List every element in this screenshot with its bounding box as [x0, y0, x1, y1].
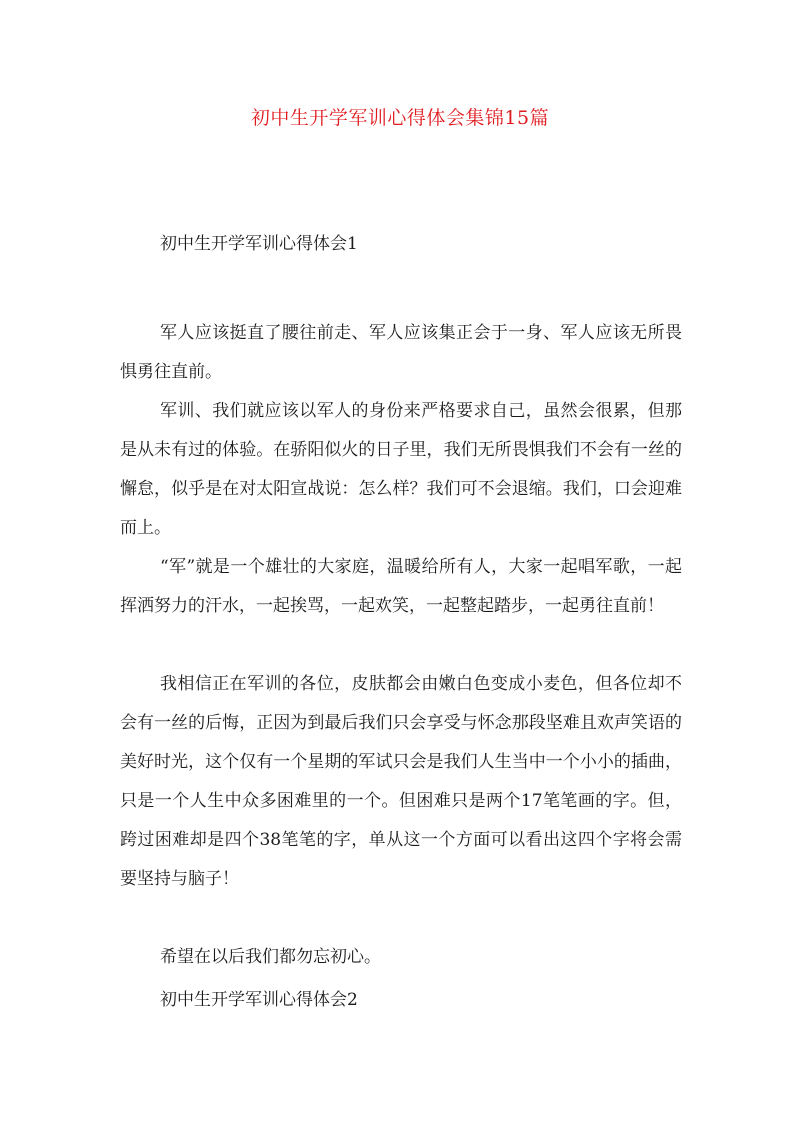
paragraph: 军训、我们就应该以军人的身份来严格要求自己，虽然会很累，但那是从未有过的体验。在骄阳似火的日子里，我们无所畏惧我们不会有一丝的懈怠，似乎是在对太阳宣战说：怎么样？我们可不会退缩。我们，口会迎难而上。	[120, 401, 682, 538]
section-heading-2: 初中生开学军训心得体会2	[160, 990, 358, 1010]
paragraph: 希望在以后我们都勿忘初心。	[160, 947, 381, 967]
paragraph: “军”就是一个雄壮的大家庭，温暖给所有人，大家一起唱军歌，一起挥洒努力的汗水，一起挨骂，一起欢笑，一起整起踏步，一起勇往直前！	[120, 557, 682, 616]
paragraph: 我相信正在军训的各位，皮肤都会由嫩白色变成小麦色，但各位却不会有一丝的后悔，正因为到最后我们只会享受与怀念那段坚难且欢声笑语的美好时光，这个仅有一个星期的军试只会是我们人生当中一个小小的插曲，只是一个人生中众多困难里的一个。但困难只是两个17笔笔画的字。但，跨过困难却是四个38笔笔的字，单从这一个方面可以看出这四个字将会需要坚持与脑子！	[120, 674, 682, 889]
section-heading-1: 初中生开学军训心得体会1	[160, 234, 358, 254]
document-title: 初中生开学军训心得体会集锦15篇	[250, 107, 550, 129]
paragraph: 军人应该挺直了腰往前走、军人应该集正会于一身、军人应该无所畏惧勇往直前。	[120, 323, 682, 382]
